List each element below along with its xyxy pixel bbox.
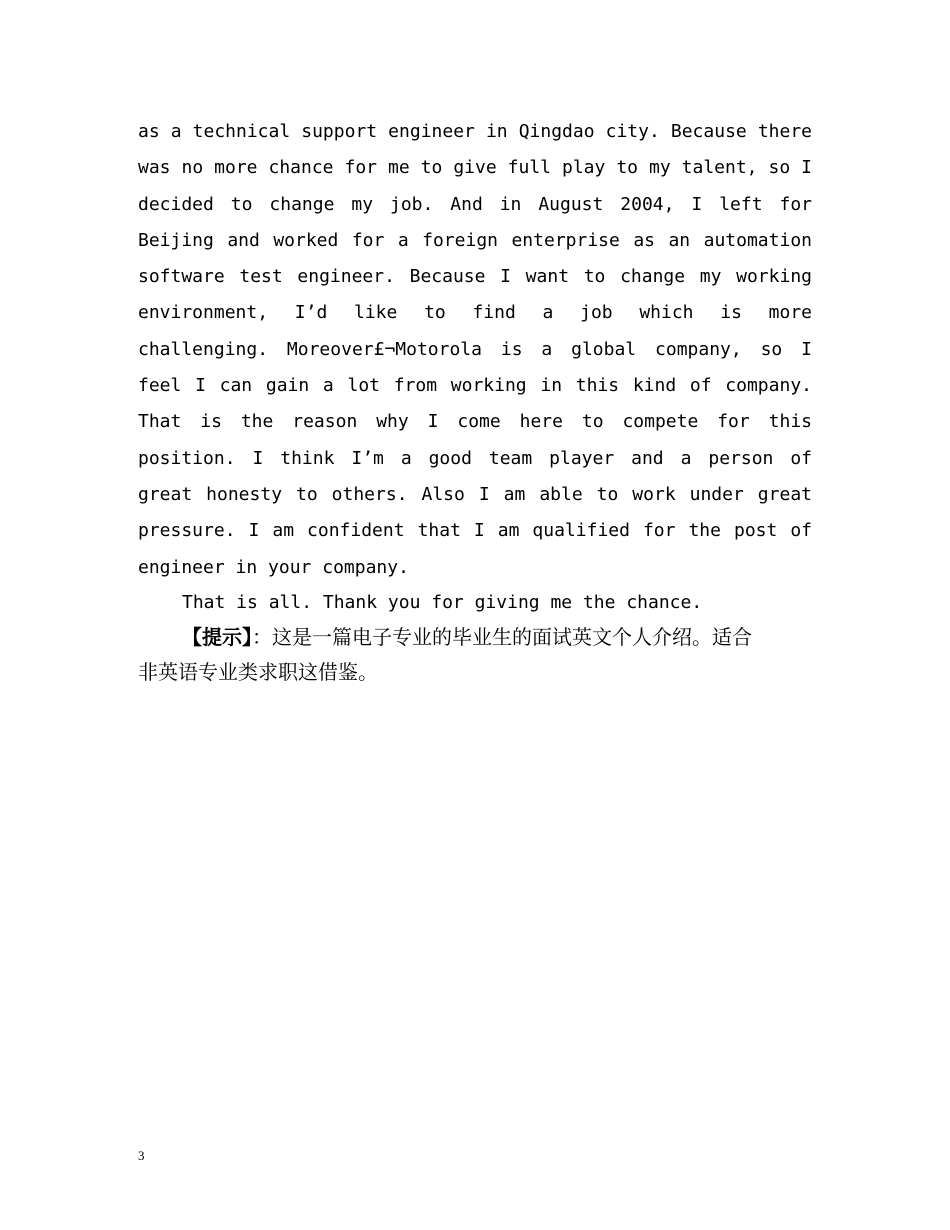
body-line-7: challenging. Moreover£¬Motorola is a global company, so I [138, 338, 812, 360]
body-line-5: software test engineer. Because I want to change my working [138, 266, 812, 288]
body-line-3: decided to change my job. And in August 2004, I left for [138, 193, 812, 215]
body-line-12: pressure. I am confident that I am qualified for the post of [138, 520, 812, 542]
tip-label: 【提示】 [182, 625, 252, 649]
body-line-2: was no more chance for me to give full play to my talent, so I [138, 157, 812, 179]
body-line-6: environment, I’d like to find a job which is more [138, 302, 812, 324]
body-line-11: great honesty to others. Also I am able to work under great [138, 483, 812, 505]
tip-paragraph [138, 620, 812, 690]
body-line-1: as a technical support engineer in Qingdao city. Because there [138, 121, 812, 142]
tip-line-2: 非英语专业类求职这借鉴。 [138, 660, 378, 684]
page-number: 3 [138, 1148, 145, 1163]
body-paragraph [138, 114, 812, 586]
body-line-10: position. I think I’m a good team player and a person of [138, 447, 812, 469]
tip-text-1: ：这是一篇电子专业的毕业生的面试英文个人介绍。适合 [252, 625, 752, 649]
body-line-4: Beijing and worked for a foreign enterprise as an automation [138, 229, 812, 251]
tip-line-1 [138, 620, 812, 655]
body-line-8: feel I can gain a lot from working in this kind of company. [138, 375, 812, 397]
closing-sentence: That is all. Thank you for giving me the chance. [182, 592, 703, 613]
body-line-9: That is the reason why I come here to compete for this [138, 411, 812, 433]
body-line-13: engineer in your company. [138, 556, 409, 578]
